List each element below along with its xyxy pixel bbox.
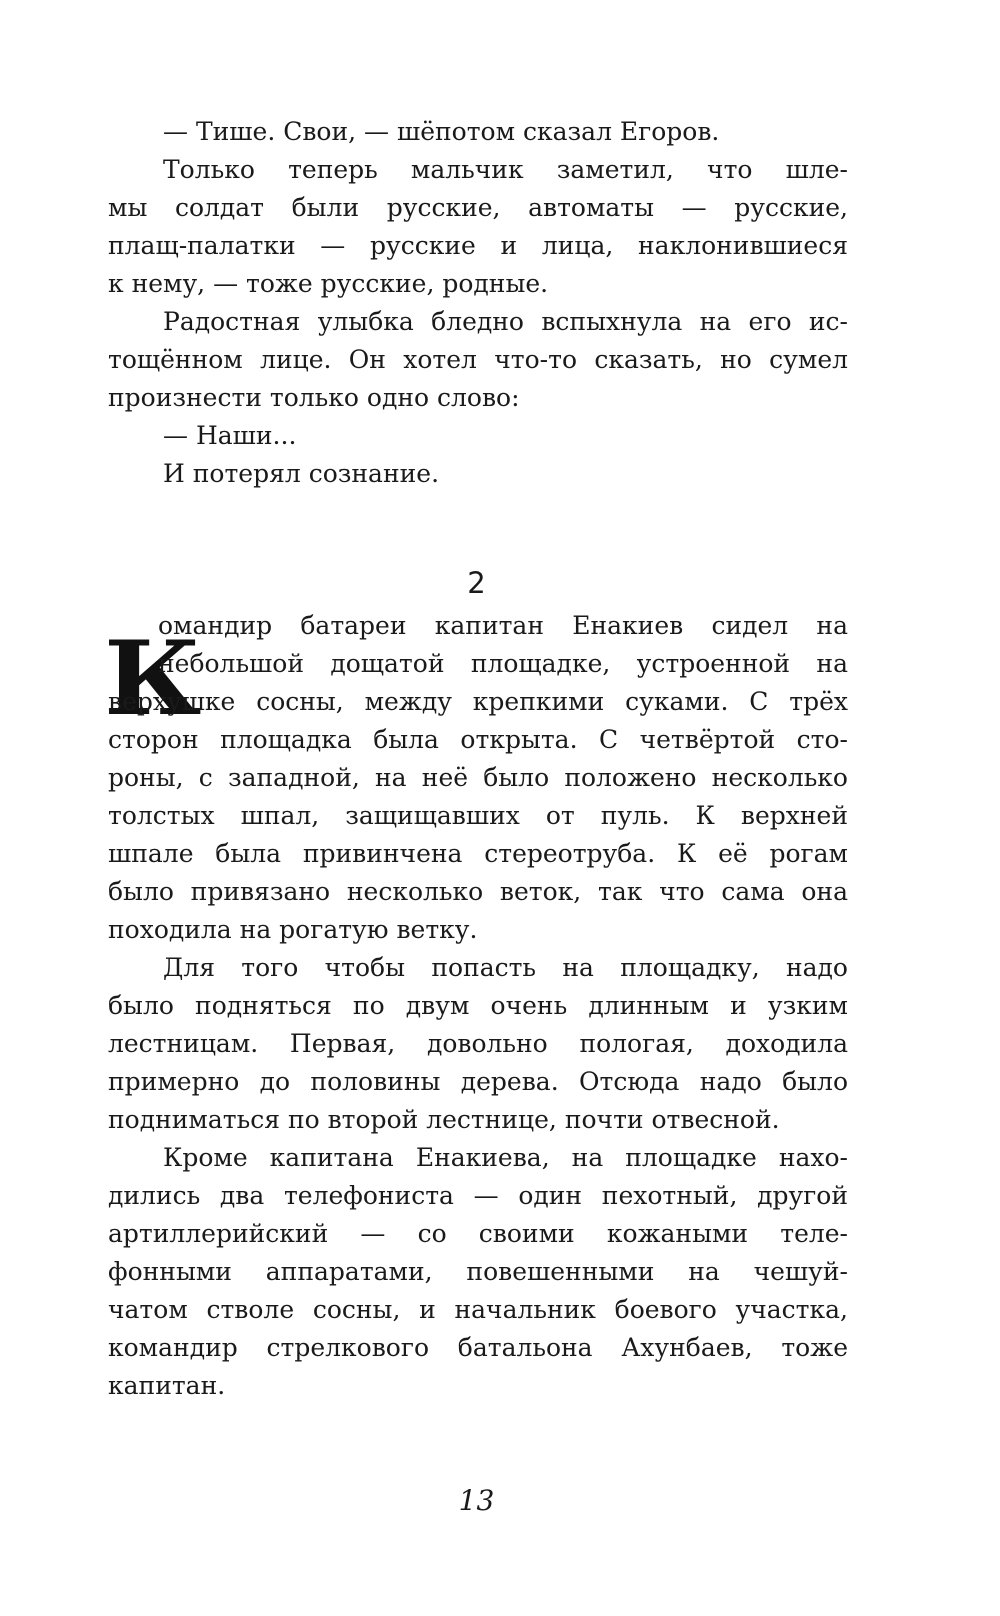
text-line: дились два телефониста — один пехотный, другой	[108, 1181, 848, 1210]
text-line: небольшой дощатой площадке, устроенной на	[158, 649, 848, 678]
text-line: произнести только одно слово:	[108, 383, 520, 412]
text-line: тощённом лице. Он хотел что-то сказать, но сумел	[108, 345, 848, 374]
text-line: верхушке сосны, между крепкими суками. С трёх	[108, 687, 848, 716]
text-line: мы солдат были русские, автоматы — русские,	[108, 193, 848, 222]
text-line: Только теперь мальчик заметил, что шле-	[163, 155, 848, 184]
text-line: примерно до половины дерева. Отсюда надо было	[108, 1067, 848, 1096]
text-line: — Наши...	[163, 421, 297, 450]
text-line: шпале была привинчена стереотруба. К её рогам	[108, 839, 848, 868]
text-line: толстых шпал, защищавших от пуль. К верхней	[108, 801, 848, 830]
drop-cap: К	[104, 619, 202, 739]
text-line: Радостная улыбка бледно вспыхнула на его ис-	[163, 307, 848, 336]
text-line: фонными аппаратами, повешенными на чешуй-	[108, 1257, 848, 1286]
text-line: к нему, — тоже русские, родные.	[108, 269, 549, 298]
text-line: подниматься по второй лестнице, почти отвесной.	[108, 1105, 780, 1134]
text-line: Кроме капитана Енакиева, на площадке нахо-	[163, 1143, 848, 1172]
text-line: чатом стволе сосны, и начальник боевого участка,	[108, 1295, 848, 1324]
text-line: плащ-палатки — русские и лица, наклонившиеся	[108, 231, 848, 260]
text-line: — Тише. Свои, — шёпотом сказал Егоров.	[163, 117, 720, 146]
text-line: было подняться по двум очень длинным и узким	[108, 991, 848, 1020]
text-line: Для того чтобы попасть на площадку, надо	[163, 953, 848, 982]
text-line: лестницам. Первая, довольно пологая, доходила	[108, 1029, 848, 1058]
chapter-number: 2	[467, 566, 486, 600]
text-line: артиллерийский — со своими кожаными теле-	[108, 1219, 848, 1248]
text-line: И потерял сознание.	[163, 459, 440, 488]
text-line: командир стрелкового батальона Ахунбаев, тоже	[108, 1333, 848, 1362]
page-number: 13	[458, 1484, 495, 1517]
text-line: было привязано несколько веток, так что сама она	[108, 877, 848, 906]
text-line: капитан.	[108, 1371, 226, 1400]
text-line: походила на рогатую ветку.	[108, 915, 478, 944]
text-line: сторон площадка была открыта. С четвёртой сто-	[108, 725, 848, 754]
text-line: роны, с западной, на неё было положено несколько	[108, 763, 848, 792]
text-line: омандир батареи капитан Енакиев сидел на	[158, 611, 848, 640]
